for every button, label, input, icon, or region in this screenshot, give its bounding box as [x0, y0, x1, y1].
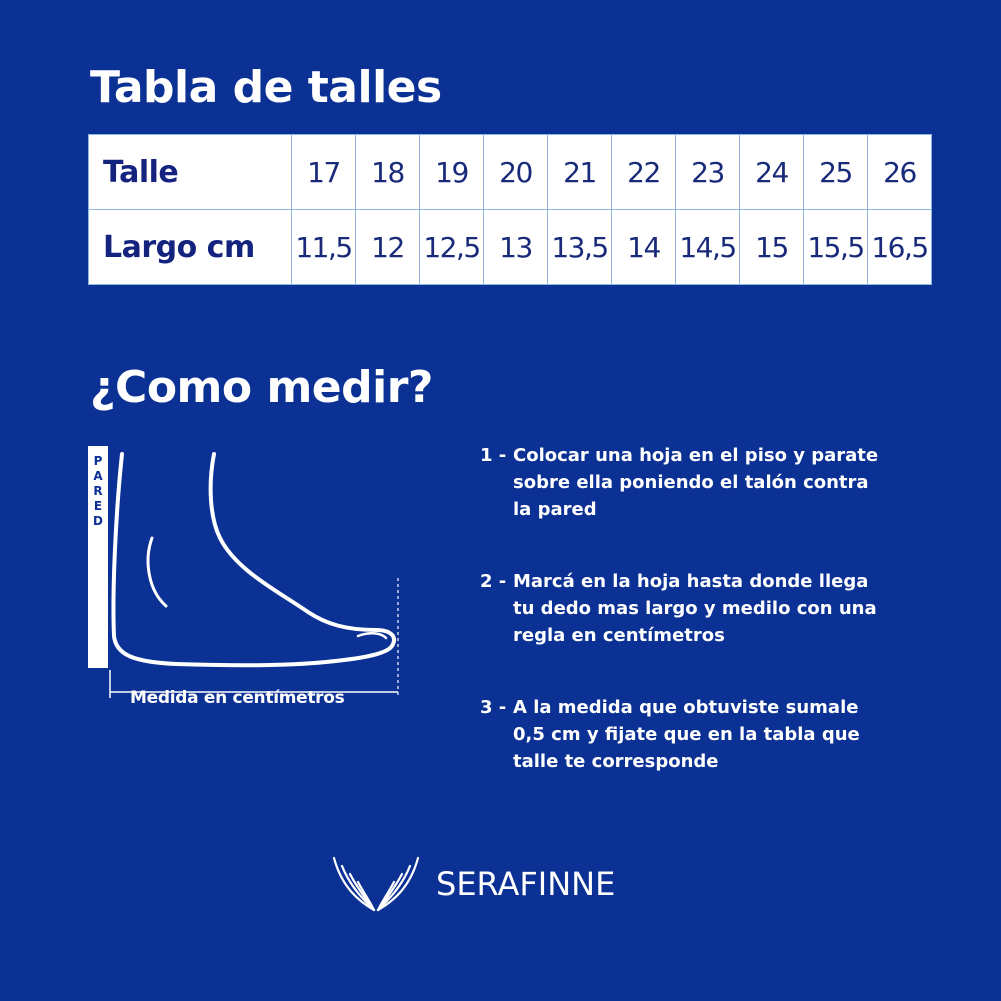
length-cell: 16,5 — [868, 210, 932, 285]
length-cell: 13,5 — [548, 210, 612, 285]
instruction-steps — [480, 442, 980, 820]
table-row-lengths — [89, 210, 932, 285]
size-cell: 24 — [740, 135, 804, 210]
size-cell: 26 — [868, 135, 932, 210]
measure-label: Medida en centímetros — [130, 688, 345, 708]
foot-measure-illustration — [86, 440, 416, 720]
row-label-talle: Talle — [89, 135, 292, 210]
row-label-largo: Largo cm — [89, 210, 292, 285]
step-number: 2 - — [480, 571, 507, 592]
size-cell: 17 — [292, 135, 356, 210]
step-text: A la medida que obtuviste sumale 0,5 cm y fijate que en la tabla que talle te corresponde — [513, 697, 860, 772]
size-cell: 25 — [804, 135, 868, 210]
size-cell: 18 — [356, 135, 420, 210]
foot-icon — [86, 440, 416, 720]
section-title-how-to: ¿Como medir? — [90, 362, 433, 413]
length-cell: 14 — [612, 210, 676, 285]
size-cell: 22 — [612, 135, 676, 210]
page-title: Tabla de talles — [90, 62, 442, 113]
brand — [330, 852, 670, 916]
step-text: Marcá en la hoja hasta donde llega tu dedo mas largo y medilo con una regla en centímetros — [513, 571, 877, 646]
wings-icon — [330, 852, 422, 916]
size-cell: 23 — [676, 135, 740, 210]
length-cell: 12,5 — [420, 210, 484, 285]
step-1 — [480, 442, 980, 523]
size-cell: 19 — [420, 135, 484, 210]
step-number: 1 - — [480, 445, 507, 466]
brand-name: SERAFINNE — [436, 865, 616, 903]
wall-label: P A R E D — [93, 454, 103, 528]
step-3 — [480, 694, 980, 775]
step-2 — [480, 568, 980, 649]
length-cell: 12 — [356, 210, 420, 285]
step-number: 3 - — [480, 697, 507, 718]
size-table — [88, 134, 932, 285]
size-cell: 21 — [548, 135, 612, 210]
length-cell: 15 — [740, 210, 804, 285]
length-cell: 11,5 — [292, 210, 356, 285]
step-text: Colocar una hoja en el piso y parate sobre ella poniendo el talón contra la pared — [513, 445, 879, 520]
table-row-sizes — [89, 135, 932, 210]
length-cell: 15,5 — [804, 210, 868, 285]
length-cell: 14,5 — [676, 210, 740, 285]
length-cell: 13 — [484, 210, 548, 285]
size-cell: 20 — [484, 135, 548, 210]
